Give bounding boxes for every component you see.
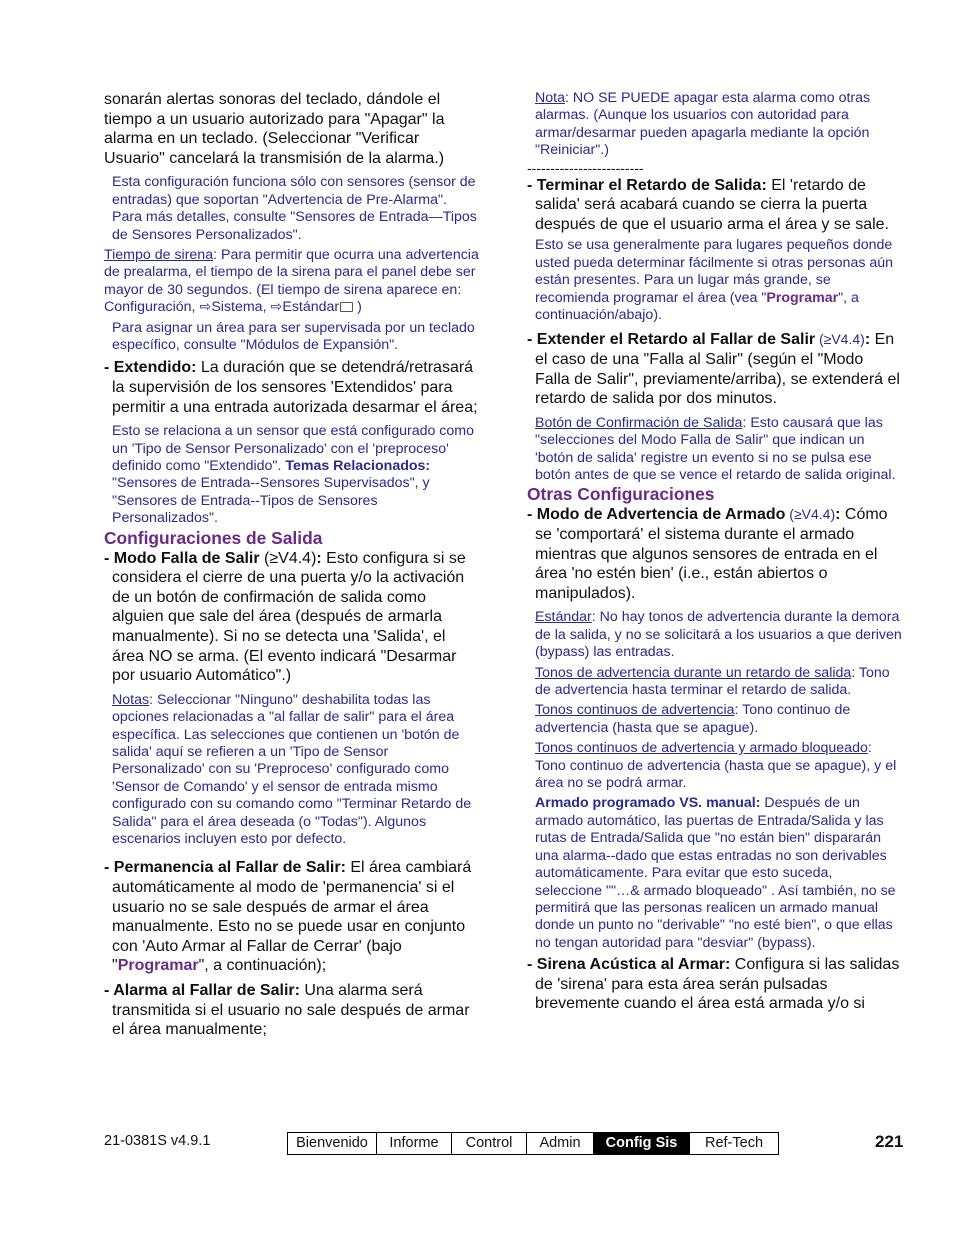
tab-config-sis[interactable]: Config Sis [594,1133,690,1154]
programar-link[interactable]: Programar [117,957,199,975]
siren-time-note: Tiempo de sirena: Para permitir que ocurra una advertencia de prealarma, el tiempo de la sirena para el panel debe ser mayor de 30 segundos. (El tiempo de sirena aparece en: Configuración, ⇨Sistema, ⇨Estándar ) [104,247,479,316]
alarm-reset-note: Nota: NO SE PUEDE apagar esta alarma como otras alarmas. (Aunque los usuarios con autoridad para armar/desarmar pueden apagarla mediante la opción "Reiniciar".) [535,90,871,159]
standard-link[interactable]: Estándar [535,609,592,626]
arrow-icon: ⇨ [270,299,283,316]
siren-time-link[interactable]: Tiempo de sirena [104,247,214,263]
other-settings-heading: Otras Configuraciones [527,484,715,505]
standard-option: Estándar: No hay tonos de advertencia durante la demora de la salida, y no se solicitará a los usuarios a que deriven (bypass) las entradas. [535,609,902,661]
intro-paragraph: sonarán alertas sonoras del teclado, dándole el tiempo a un usuario autorizado para "Apagar" la alarma en un teclado. (Seleccionar "Verificar Usuario" cancelará la transmisión de la alarma.) [104,91,445,167]
extend-delay-item: - Extender el Retardo al Fallar de Salir (≥V4.4): En el caso de una "Falla al Salir" (según el "Modo Falla de Salir", previamente/arriba), se extenderá el retardo de salida por dos minutos. [527,331,900,408]
alarm-on-exit-fail-item: - Alarma al Fallar de Salir: Una alarma será transmitida si el usuario no sale después de armar el área manualmente; [104,982,470,1039]
separator: ------------------------- [527,159,644,176]
siren-on-arm-item: - Sirena Acústica al Armar: Configura si las salidas de 'sirena' para esta área serán pulsadas brevemente cuando el área está armada y/o si [527,956,900,1013]
arrow-icon: ⇨ [199,299,212,316]
folder-icon [340,302,353,312]
extended-item: - Extendido: La duración que se detendrá/retrasará la supervisión de los sensores 'Extendidos' para permitir a una entrada autorizada desarmar el área; [104,359,478,416]
nota-link[interactable]: Nota [535,90,565,106]
small-place-note: Esto se usa generalmente para lugares pequeños donde usted pueda determinar fácilmente si otras personas aún están presentes. Para un lugar más grande, se recomienda programar el área (vea "Programar", a continuación/abajo). [535,237,894,324]
tones-exit-delay-link[interactable]: Tonos de advertencia durante un retardo de salida [535,664,852,681]
right-column [527,90,902,1014]
scheduled-vs-manual-note: Armado programado VS. manual: Después de un armado automático, las puertas de Entrada/Salida y las rutas de Entrada/Salida que "no están bien" dispararán una alarma--dado que estas entradas no son derivables automáticamente. Para evitar que esto suceda, seleccione ""…& armado bloqueado" . Así también, no se permitirá que las personas realicen un armado manual donde un punto no "derivable" "no esté bien", o que ellas no tengan autoridad para "desviar" (bypass). [535,795,896,951]
end-exit-delay-item: - Terminar el Retardo de Salida: El 'retardo de salida' será acabará cuando se cierra la puerta después de que el usuario arma el área y se sale. [527,176,889,233]
prealarm-note: Esta configuración funciona sólo con sensores (sensor de entradas) que soportan "Advertencia de Pre-Alarma". Para más detalles, consulte "Sensores de Entrada—Tipos de Sensores Personalizados". [112,174,477,243]
stay-on-exit-fail-item: - Permanencia al Fallar de Salir: El área cambiará automáticamente al modo de 'permanencia' si el usuario no se sale después de armar el área manualmente. Esto no se puede usar en conjunto con 'Auto Armar al Fallar de Cerrar' (bajo "Programar", a continuación); [104,859,472,975]
continuous-tones-link[interactable]: Tonos continuos de advertencia [535,702,735,719]
extended-note: Esto se relaciona a un sensor que está configurado como un 'Tipo de Sensor Personalizado' con el 'preproceso' definido como "Extendido". Temas Relacionados: "Sensores de Entrada--Sensores Supervisados", y "Sensores de Entrada--Tipos de Sensores Personalizados". [112,423,475,527]
continuous-tones-locked-option: Tonos continuos de advertencia y armado bloqueado: Tono continuo de advertencia (hasta que se apague), y el área no se podrá armar. [535,740,897,792]
continuous-tones-option: Tonos continuos de advertencia: Tono continuo de advertencia (hasta que se apague). [535,702,851,736]
extended-label: Extendido: [113,359,197,377]
document-code: 21-0381S v4.9.1 [104,1133,211,1149]
notas-link[interactable]: Notas [112,691,150,708]
exit-button-note: Botón de Confirmación de Salida: Esto causará que las "selecciones del Modo Falla de Salir" que indican un 'botón de salida' registre un evento si no se pulsa ese botón antes de que se vence el retardo de salida original. [535,414,896,484]
keypad-supervision-note: Para asignar un área para ser supervisada por un teclado específico, consulte "Módulos de Expansión". [112,319,475,354]
page-number: 221 [875,1132,904,1151]
tab-informe[interactable]: Informe [377,1133,452,1154]
tones-exit-delay-option: Tonos de advertencia durante un retardo de salida: Tono de advertencia hasta terminar el retardo de salida. [535,664,890,699]
exit-fail-mode-item: - Modo Falla de Salir (≥V4.4): Esto configura si se considera el cierre de una puerta y/o la activación de un botón de confirmación de salida como alguien que sale del área (después de armarla manualmente). Si no se detecta una 'Salida', el área NO se arma. (El evento indicará "Desarmar por usuario Automático".) [104,549,466,685]
programar-link[interactable]: Programar [766,289,839,306]
tab-admin[interactable]: Admin [527,1133,594,1154]
tab-control[interactable]: Control [452,1133,527,1154]
arming-warning-mode-item: - Modo de Advertencia de Armado (≥V4.4): Cómo se 'comportará' el sistema durante el armado mientras que algunos sensores de entrada en el área 'no estén bien' (i.e., están abiertos o manipulados). [527,506,888,602]
exit-button-link[interactable]: Botón de Confirmación de Salida [535,414,743,431]
continuous-tones-locked-link[interactable]: Tonos continuos de advertencia y armado bloqueado [535,740,868,757]
left-column [104,90,480,1040]
exit-settings-heading: Configuraciones de Salida [104,527,323,548]
exit-fail-notes: Notas: Seleccionar "Ninguno" deshabilita todas las opciones relacionadas a "al fallar de salir" para el área específica. Las selecciones que contienen un 'botón de salida' aquí se refieren a un 'Tipo de Sensor Personalizado' con su 'Preproceso' configurado como 'Sensor de Comando' y el sensor de entrada mismo configurado con su comando como "Terminar Retardo de Salida" para el área deseada (o "Todas"). Algunos escenarios incluyen esto por defecto. [112,691,472,848]
section-nav [287,1132,779,1155]
tab-ref-tech[interactable]: Ref-Tech [704,1135,764,1151]
tab-bienvenido[interactable]: Bienvenido [288,1133,377,1154]
